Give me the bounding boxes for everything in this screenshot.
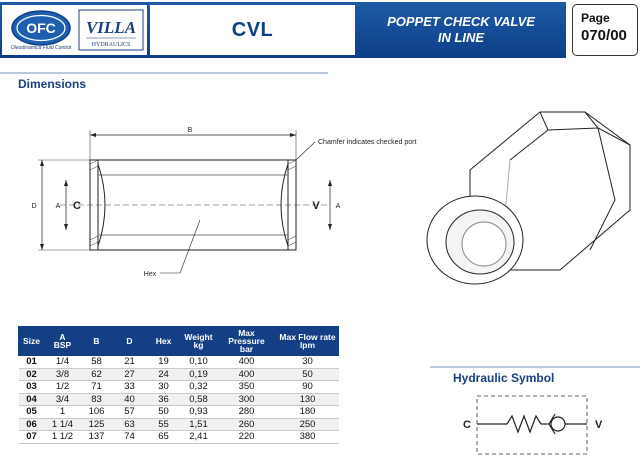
label-hex: Hex [143, 271, 157, 278]
villa-logo [78, 9, 144, 51]
dimensions-table [18, 326, 339, 444]
spring-icon [507, 416, 541, 432]
label-a-left: A [55, 203, 61, 210]
dimensions-title: Dimensions [18, 77, 87, 91]
title-line-2: IN LINE [437, 30, 485, 45]
label-v-port: V [312, 200, 320, 212]
valve-body-side [90, 160, 296, 250]
label-a-right: A [335, 203, 341, 210]
section-divider [0, 72, 328, 74]
col-pressure: Max Pressure bar [217, 327, 277, 356]
table-row: 04 3/4 83 40 36 0,58 300 130 [19, 393, 339, 406]
product-code: CVL [150, 5, 355, 55]
table-row: 02 3/8 62 27 24 0,19 400 50 [19, 368, 339, 381]
page-number: 070/00 [581, 27, 627, 44]
svg-text:HYDRAULICS: HYDRAULICS [91, 42, 131, 48]
logo-area [2, 5, 147, 55]
label-c-port: C [73, 200, 81, 212]
table-row: 06 1 1/4 125 63 55 1,51 260 250 [19, 418, 339, 431]
hydraulic-symbol [455, 388, 635, 458]
symbol-port-v: V [595, 419, 603, 431]
col-size: Size [19, 327, 45, 356]
symbol-divider [430, 366, 640, 368]
hydraulic-symbol-title: Hydraulic Symbol [453, 371, 555, 385]
table-row: 01 1/4 58 21 19 0,10 400 30 [19, 356, 339, 369]
svg-text:VILLA: VILLA [85, 18, 137, 37]
col-flow: Max Flow rate lpm [277, 327, 339, 356]
dimension-drawing [0, 90, 640, 320]
svg-text:Oleodinamica Fluid Control: Oleodinamica Fluid Control [10, 45, 72, 51]
title-line-1: POPPET CHECK VALVE [387, 14, 535, 29]
check-ball-icon [551, 417, 565, 431]
label-chamfer: Chamfer indicates checked port [318, 139, 417, 146]
symbol-port-c: C [463, 419, 471, 431]
table-row: 05 1 106 57 50 0,93 280 180 [19, 406, 339, 419]
label-d: D [31, 203, 37, 210]
table-row: 07 1 1/2 137 74 65 2,41 220 380 [19, 431, 339, 444]
table-row: 03 1/2 71 33 30 0,32 350 90 [19, 381, 339, 394]
col-d: D [113, 327, 147, 356]
svg-text:OFC: OFC [26, 20, 56, 36]
label-b: B [187, 127, 193, 134]
col-a-bsp: A BSP [45, 327, 81, 356]
col-hex: Hex [147, 327, 181, 356]
header [0, 0, 640, 60]
col-weight: Weight kg [181, 327, 217, 356]
ofc-logo [10, 9, 72, 51]
page-indicator [572, 4, 638, 56]
col-b: B [81, 327, 113, 356]
table-header-row [19, 327, 339, 356]
valve-isometric [427, 112, 630, 284]
product-title [362, 5, 560, 55]
page-label: Page [581, 11, 610, 25]
